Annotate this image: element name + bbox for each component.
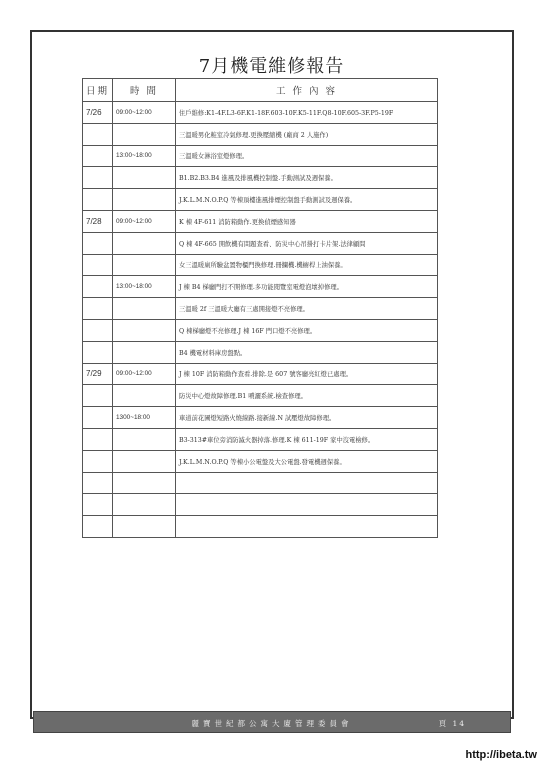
- cell-content: 三溫暖女淋浴室燈修理。: [176, 145, 438, 167]
- page-number: 頁 14: [438, 719, 466, 728]
- table-row: [83, 298, 438, 320]
- cell-content: Q 棟 4F-665 開飲機有問題查看、防災中心吊掛打卡片架.法律顧問: [176, 232, 438, 254]
- cell-date: [83, 232, 113, 254]
- cell-time: [113, 254, 176, 276]
- cell-date: [83, 167, 113, 189]
- table-row: [83, 210, 438, 232]
- cell-date: [83, 428, 113, 450]
- maintenance-table: [82, 78, 438, 538]
- cell-date: [83, 407, 113, 429]
- table-row: [83, 407, 438, 429]
- cell-time: [113, 189, 176, 211]
- cell-time: [113, 494, 176, 516]
- cell-time: 13:00~18:00: [113, 145, 176, 167]
- cell-content: B1.B2.B3.B4 進風及排風機控制盤.手動測試及週保養。: [176, 167, 438, 189]
- cell-date: [83, 189, 113, 211]
- table-row: [83, 123, 438, 145]
- footer-bar: [33, 711, 511, 733]
- cell-content: B4 機電材料庫房盤點。: [176, 341, 438, 363]
- table-row: [83, 167, 438, 189]
- table-row: [83, 232, 438, 254]
- cell-time: 1300~18:00: [113, 407, 176, 429]
- table-row: [83, 276, 438, 298]
- cell-time: [113, 298, 176, 320]
- report-title: 7月機電維修報告: [198, 56, 345, 77]
- footer-organization: 麗寶世紀都公寓大廈管理委員會: [191, 719, 353, 728]
- cell-time: [113, 472, 176, 494]
- table-body: [83, 102, 438, 538]
- cell-date: [83, 494, 113, 516]
- cell-content: 車道前花圃燈短路火燒線路.接新線.N 試壓燈故障修理。: [176, 407, 438, 429]
- cell-content: B3-313#車位旁消防滅火器掉落.修理.K 棟 611-19F 家中沒電檢修。: [176, 428, 438, 450]
- cell-time: [113, 232, 176, 254]
- column-header-time: 時 間: [113, 79, 176, 102]
- cell-date: 7/29: [83, 363, 113, 385]
- cell-date: 7/28: [83, 210, 113, 232]
- cell-time: [113, 123, 176, 145]
- cell-content: 三溫暖 2f 三溫暖大廳有三處開接燈不亮修理。: [176, 298, 438, 320]
- cell-time: [113, 385, 176, 407]
- cell-content: J 棟 B4 梯廳門打不開修理.多功能閱覽室電燈泡壞掉修理。: [176, 276, 438, 298]
- cell-date: [83, 319, 113, 341]
- table-row: [83, 341, 438, 363]
- cell-time: [113, 516, 176, 538]
- cell-content: 三溫暖男化粧室冷氣修理.更換壓縮機 (廠商 2 人施作): [176, 123, 438, 145]
- watermark: http://ibeta.tw: [465, 749, 537, 761]
- cell-date: [83, 276, 113, 298]
- cell-time: 09:00~12:00: [113, 210, 176, 232]
- cell-time: [113, 450, 176, 472]
- table-header-row: [83, 79, 438, 102]
- cell-content: Q 棟梯廳燈不亮修理.J 棟 16F 門口燈不亮修理。: [176, 319, 438, 341]
- table-row: [83, 450, 438, 472]
- table-row: [83, 516, 438, 538]
- cell-content: J.K.L.M.N.O.P.Q 等棟頂樓進風排煙控制盤手動測試及週保養。: [176, 189, 438, 211]
- cell-content: [176, 494, 438, 516]
- table-row: [83, 472, 438, 494]
- cell-content: J.K.L.M.N.O.P.Q 等棟小公電盤及大公電盤.發電機週保養。: [176, 450, 438, 472]
- cell-content: [176, 516, 438, 538]
- column-header-date: 日期: [83, 79, 113, 102]
- cell-time: [113, 428, 176, 450]
- cell-date: 7/26: [83, 102, 113, 124]
- cell-content: K 棟 4F-611 消防箱動作.更換偵煙感知器: [176, 210, 438, 232]
- cell-time: 13:00~18:00: [113, 276, 176, 298]
- cell-time: 09:00~12:00: [113, 363, 176, 385]
- cell-content: J 棟 10F 消防箱動作查看.排除.是 607 號客廳亮紅燈已處理。: [176, 363, 438, 385]
- table-row: [83, 189, 438, 211]
- cell-time: [113, 341, 176, 363]
- cell-date: [83, 298, 113, 320]
- column-header-content: 工 作 內 容: [176, 79, 438, 102]
- table-row: [83, 363, 438, 385]
- cell-date: [83, 385, 113, 407]
- table-row: [83, 319, 438, 341]
- cell-date: [83, 450, 113, 472]
- cell-date: [83, 472, 113, 494]
- cell-date: [83, 254, 113, 276]
- cell-time: [113, 167, 176, 189]
- cell-date: [83, 123, 113, 145]
- table-row: [83, 385, 438, 407]
- cell-time: 09:00~12:00: [113, 102, 176, 124]
- cell-date: [83, 516, 113, 538]
- cell-content: 住戶維修:K1-4F.L3-6F.K1-18F.603-10F.K5-11F.Q8-10F.605-3F.P5-19F: [176, 102, 438, 124]
- cell-time: [113, 319, 176, 341]
- cell-content: [176, 472, 438, 494]
- table-row: [83, 428, 438, 450]
- cell-content: 防災中心燈故障修理.B1 噴灑系統.檢查修理。: [176, 385, 438, 407]
- table-row: [83, 254, 438, 276]
- table-row: [83, 145, 438, 167]
- cell-date: [83, 145, 113, 167]
- table-row: [83, 494, 438, 516]
- table-row: [83, 102, 438, 124]
- cell-date: [83, 341, 113, 363]
- cell-content: 女三溫暖廁所驗盆置物櫃門換修理.冊攔機.機櫥桿上油保養。: [176, 254, 438, 276]
